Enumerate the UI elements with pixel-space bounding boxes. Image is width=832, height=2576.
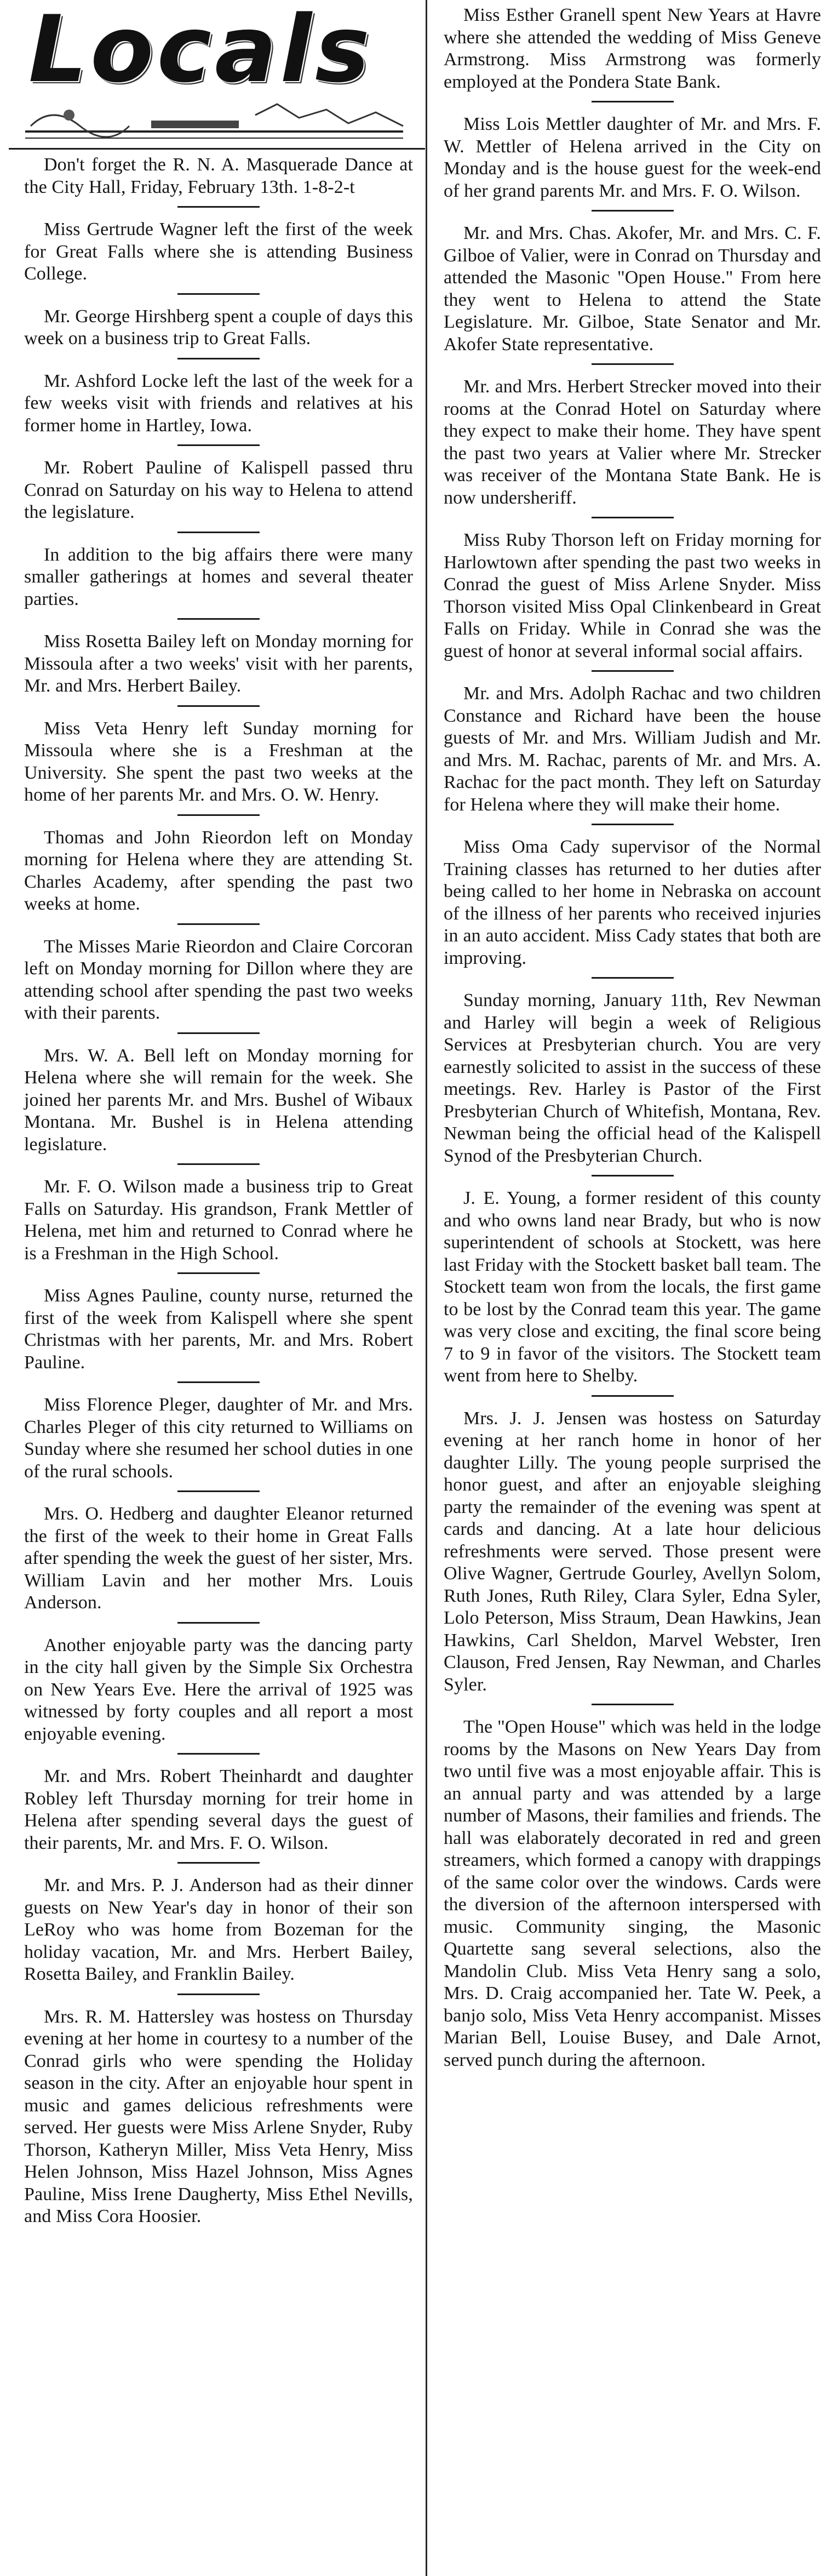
left-column — [9, 0, 425, 2576]
separator-rule — [177, 358, 260, 359]
news-item: Miss Lois Mettler daughter of Mr. and Mrs. F. W. Mettler of Helena arrived in the City on Monday and is the house guest for the week-end of her grand parents Mr. and Mrs. F. O. Wilson. — [444, 114, 821, 201]
separator-rule — [177, 444, 260, 446]
separator-rule — [177, 532, 260, 533]
separator-rule — [177, 206, 260, 208]
news-item: Miss Rosetta Bailey left on Monday morning for Missoula after a two weeks' visit with her parents, Mr. and Mrs. Herbert Bailey. — [24, 631, 413, 696]
masthead — [9, 0, 425, 150]
separator-rule — [177, 705, 260, 707]
news-item: Sunday morning, January 11th, Rev Newman and Harley will begin a week of Religious Services at Presbyterian church. You are very earnestly solicited to assist in the success of these meetings. Rev. Harley is Pastor of the First Presbyterian Church of Whitefish, Montana, Rev. Newman being the official head of the Kalispell Synod of the Presbyterian Church. — [444, 990, 821, 1166]
separator-rule — [177, 1994, 260, 1995]
news-item: Mr. George Hirshberg spent a couple of days this week on a business trip to Great Falls. — [24, 306, 413, 349]
news-item: Another enjoyable party was the dancing party in the city hall given by the Simple Six Orchestra on New Years Eve. Here the arrival of 1925 was witnessed by forty couples and all report a most enjoyable evening. — [24, 1635, 413, 1744]
separator-rule — [592, 670, 674, 672]
news-item: Mrs. J. J. Jensen was hostess on Saturday evening at her ranch home in honor of her daughter Lilly. The young people surprised the honor guest, and after an enjoyable sleighing party the remainder of the evening was spent at cards and dancing. At a late hour delicious refreshments were served. Those present were Olive Wagner, Gertrude Gourley, Avellyn Solom, Ruth Jones, Ruth Riley, Clara Syler, Edna Syler, Lolo Peterson, Miss Straum, Dean Hawkins, Jean Hawkins, Carl Sheldon, Marvel Webster, Iren Clauson, Fred Jensen, Ray Newman, and Charles Syler. — [444, 1408, 821, 1695]
right-column — [427, 0, 832, 2576]
separator-rule — [177, 1622, 260, 1624]
separator-rule — [177, 1490, 260, 1492]
news-item: Mr. and Mrs. P. J. Anderson had as their dinner guests on New Year's day in honor of their son LeRoy who was home from Bozeman for the holiday vacation, Mr. and Mrs. Herbert Bailey, Rosetta Bailey, and Franklin Bailey. — [24, 1875, 413, 1984]
news-item: Miss Esther Granell spent New Years at Havre where she attended the wedding of Miss Geneve Armstrong. Miss Armstrong was formerly employed at the Pondera State Bank. — [444, 5, 821, 92]
separator-rule — [177, 1753, 260, 1755]
news-item: Mr. and Mrs. Robert Theinhardt and daughter Robley left Thursday morning for treir home in Helena after spending several days the guest of their parents, Mr. and Mrs. F. O. Wilson. — [24, 1766, 413, 1853]
separator-rule — [177, 1032, 260, 1034]
news-item: Miss Ruby Thorson left on Friday morning for Harlowtown after spending the past two weeks in Conrad the guest of Miss Arlene Snyder. Miss Thorson visited Miss Opal Clinkenbeard in Great Falls on Friday. While in Conrad she was the guest of honor at several informal social affairs. — [444, 530, 821, 661]
news-item: Miss Agnes Pauline, county nurse, returned the first of the week from Kalispell where she spent Christmas with her parents, Mr. and Mrs. Robert Pauline. — [24, 1286, 413, 1373]
separator-rule — [592, 977, 674, 979]
news-item: Mr. and Mrs. Chas. Akofer, Mr. and Mrs. C. F. Gilboe of Valier, were in Conrad on Thursday and attended the Masonic "Open House." From here they went to Helena to attend the State Legislature. Mr. Gilboe, State Senator and Mr. Akofer State representative. — [444, 223, 821, 355]
separator-rule — [592, 210, 674, 212]
separator-rule — [592, 517, 674, 518]
news-item: Miss Gertrude Wagner left the first of the week for Great Falls where she is attending Business College. — [24, 219, 413, 284]
masthead-ornament-icon — [20, 93, 414, 142]
news-item: Mr. Robert Pauline of Kalispell passed thru Conrad on Saturday on his way to Helena to attend the legislature. — [24, 458, 413, 522]
separator-rule — [177, 1272, 260, 1274]
news-item: Mr. F. O. Wilson made a business trip to Great Falls on Saturday. His grandson, Frank Mettler of Helena, met him and returned to Conrad where he is a Freshman in the High School. — [24, 1176, 413, 1264]
separator-rule — [592, 101, 674, 102]
separator-rule — [177, 293, 260, 295]
news-item: The "Open House" which was held in the lodge rooms by the Masons on New Years Day from two until five was a most enjoyable affair. This is an annual party and was attended by a large number of Masons, their families and friends. The hall was elaborately decorated in red and green streamers, which formed a canopy with drappings of the same color over the windows. Cards were the diversion of the afternoon interspersed with music. Community singing, the Masonic Quartette sang several selections, also the Mandolin Club. Miss Veta Henry sang a solo, Mrs. D. Craig accompanied her. Tate W. Peek, a banjo solo, Miss Veta Henry accompanist. Misses Marian Bell, Louise Busey, and Dale Arnot, served punch during the afternoon. — [444, 1717, 821, 2070]
news-item: Thomas and John Rieordon left on Monday morning for Helena where they are attending St. Charles Academy, after spending the past two weeks at home. — [24, 827, 413, 914]
separator-rule — [177, 1862, 260, 1864]
news-item: J. E. Young, a former resident of this county and who owns land near Brady, but who is now superintendent of schools at Stockett, was here last Friday with the Stockett basket ball team. The Stockett team won from the locals, the first game to be lost by the Conrad team this year. The game was very close and exciting, the final score being 7 to 9 in favor of the visitors. The Stockett team went from here to Shelby. — [444, 1188, 821, 1386]
separator-rule — [592, 363, 674, 365]
news-item: Miss Florence Pleger, daughter of Mr. and Mrs. Charles Pleger of this city returned to Williams on Sunday where she resumed her school duties in one of the rural schools. — [24, 1395, 413, 1482]
news-item: The Misses Marie Rieordon and Claire Corcoran left on Monday morning for Dillon where they are attending school after spending the past two weeks with their parents. — [24, 936, 413, 1023]
separator-rule — [592, 1175, 674, 1176]
separator-rule — [592, 1395, 674, 1397]
separator-rule — [177, 923, 260, 925]
separator-rule — [592, 1704, 674, 1705]
separator-rule — [177, 1381, 260, 1383]
separator-rule — [177, 618, 260, 620]
masthead-title: Locals — [28, 0, 374, 103]
news-item: Miss Oma Cady supervisor of the Normal Training classes has returned to her duties after being called to her home in Nebraska on account of the illness of her parents who received injuries in an auto accident. Miss Cady states that both are improving. — [444, 837, 821, 968]
news-item: Mr. and Mrs. Herbert Strecker moved into their rooms at the Conrad Hotel on Saturday where they expect to make their home. They have spent the past two years at Valier where Mr. Strecker was receiver of the Montana State Bank. He is now undersheriff. — [444, 376, 821, 508]
news-item: Mrs. R. M. Hattersley was hostess on Thursday evening at her home in courtesy to a number of the Conrad girls who were spending the Holiday season in the city. After an enjoyable hour spent in music and games delicious refreshments were served. Her guests were Miss Arlene Snyder, Ruby Thorson, Katheryn Miller, Miss Veta Henry, Miss Helen Johnson, Miss Hazel Johnson, Miss Agnes Pauline, Miss Irene Daugherty, Miss Ethel Nevills, and Miss Cora Hoosier. — [24, 2006, 413, 2226]
news-item: Mr. Ashford Locke left the last of the week for a few weeks visit with friends and relatives at his former home in Hartley, Iowa. — [24, 370, 413, 436]
news-item: Mrs. W. A. Bell left on Monday morning for Helena where she will remain for the week. She joined her parents Mr. and Mrs. Bushel of Wibaux Montana. Mr. Bushel is in Helena attending legislature. — [24, 1045, 413, 1155]
news-item: In addition to the big affairs there were many smaller gatherings at homes and several theater parties. — [24, 544, 413, 609]
separator-rule — [177, 1163, 260, 1165]
news-item: Mr. and Mrs. Adolph Rachac and two children Constance and Richard have been the house guests of Mr. and Mrs. William Judish and Mr. and Mrs. M. Rachac, parents of Mr. and Mrs. A. Rachac for the pact month. They left on Saturday for Helena where they will make their home. — [444, 683, 821, 815]
separator-rule — [177, 814, 260, 816]
news-item: Don't forget the R. N. A. Masquerade Dance at the City Hall, Friday, February 13th. 1-8-2-t — [24, 155, 413, 197]
news-item: Mrs. O. Hedberg and daughter Eleanor returned the first of the week to their home in Great Falls after spending the week the guest of her sister, Mrs. William Lavin and her mother Mrs. Louis Anderson. — [24, 1504, 413, 1613]
separator-rule — [592, 824, 674, 825]
news-item: Miss Veta Henry left Sunday morning for Missoula where she is a Freshman at the University. She spent the past two weeks at the home of her parents Mr. and Mrs. O. W. Henry. — [24, 718, 413, 805]
